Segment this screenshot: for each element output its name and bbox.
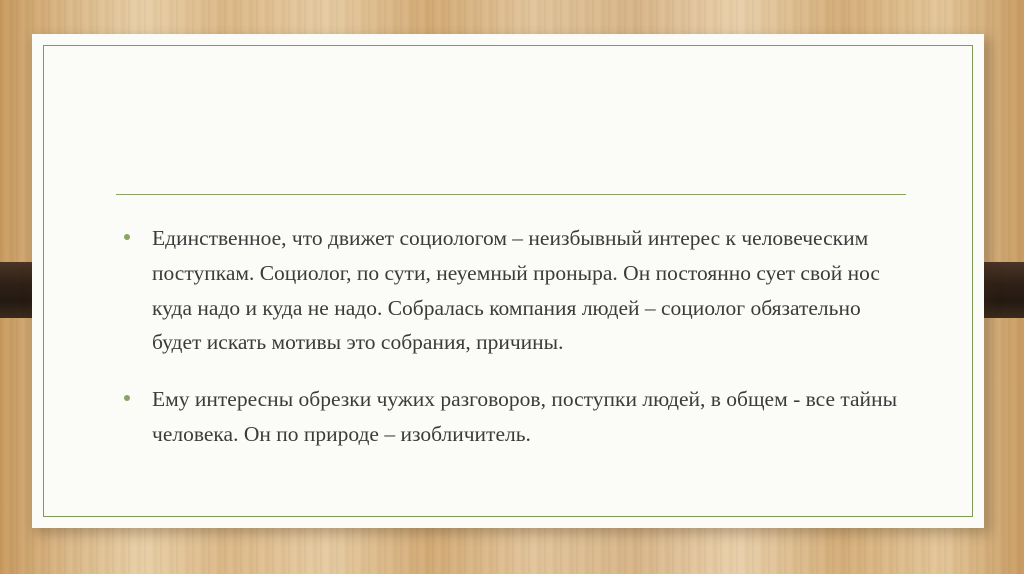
bullet-text: Ему интересны обрезки чужих разговоров, поступки людей, в общем - все тайны человека. Он по природе – изобличитель. bbox=[152, 387, 898, 447]
bullet-dot-icon bbox=[124, 234, 130, 240]
bullet-text: Единственное, что движет социологом – неизбывный интерес к человеческим поступкам. Социолог, по сути, неуемный проныра. Он постоянно сует свой нос куда надо и куда не надо. Собралась компания людей – социолог обязательно будет искать мотивы это собрания, причины. bbox=[152, 226, 880, 355]
list-item bbox=[116, 382, 906, 452]
slide-content bbox=[116, 194, 906, 452]
bullet-list bbox=[116, 221, 906, 452]
slide-card bbox=[32, 34, 984, 528]
list-item bbox=[116, 221, 906, 360]
bullet-dot-icon bbox=[124, 395, 130, 401]
content-divider bbox=[116, 194, 906, 195]
